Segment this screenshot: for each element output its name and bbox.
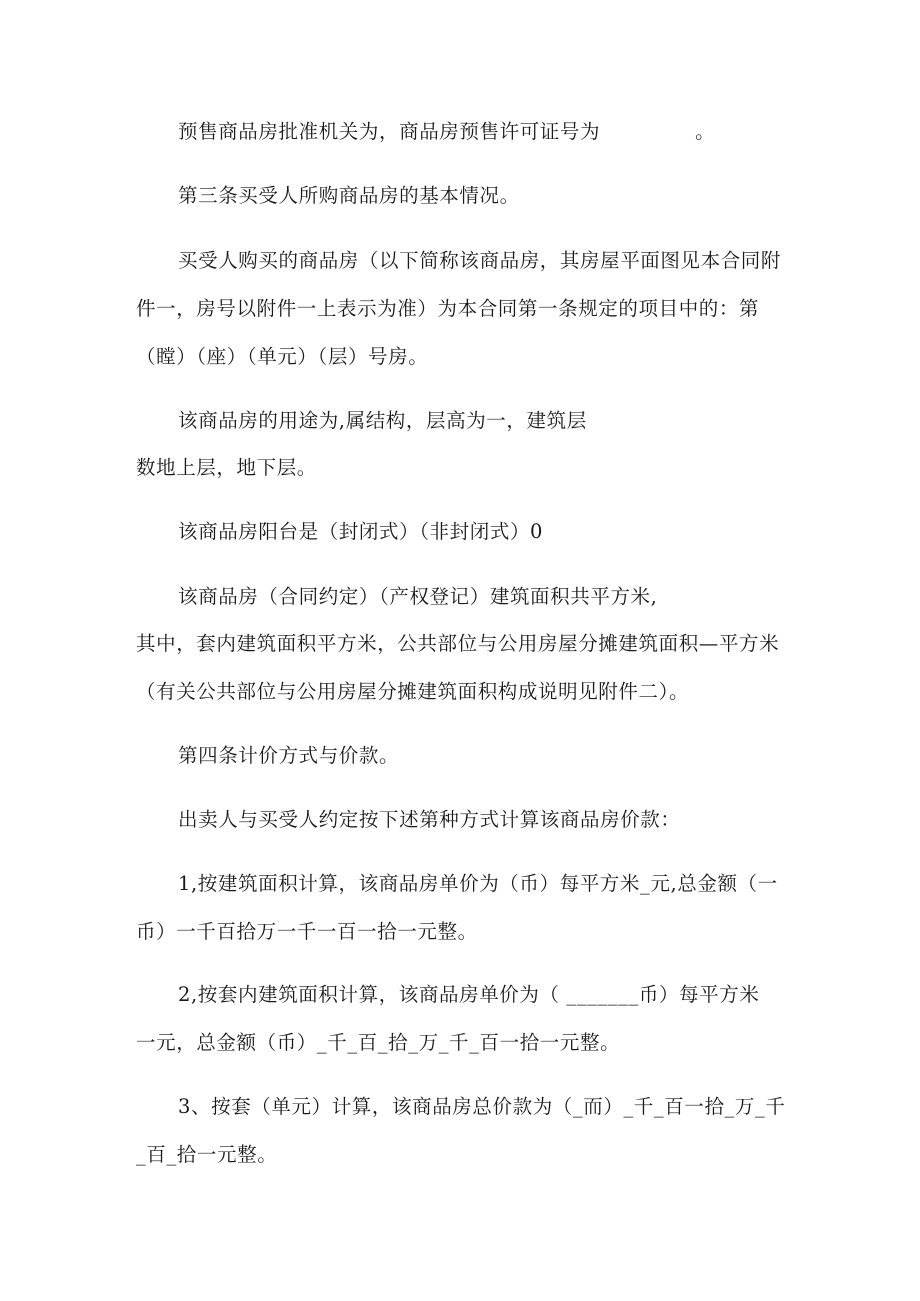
p4-line1: 该商品房的用途为,属结构，层高为一，建筑层 xyxy=(178,409,587,432)
p11-line2: _百_拾一元整。 xyxy=(136,1143,278,1166)
article-3-heading: 第三条买受人所购商品房的基本情况。 xyxy=(178,184,520,207)
article-4-heading: 第四条计价方式与价款。 xyxy=(178,744,400,767)
p1-line1 xyxy=(178,122,715,142)
p10-line1: 2,按套内建筑面积计算，该商品房单价为（ _______币）每平方米 xyxy=(178,983,760,1006)
p1-period: 。 xyxy=(695,120,716,143)
p3-line1: 买受人购买的商品房（以下简称该商品房，其房屋平面图见本合同附 xyxy=(178,249,782,272)
p1-text: 预售商品房批准机关为，商品房预售许可证号为 xyxy=(178,120,601,143)
p6-line3: （有关公共部位与公用房屋分摊建筑面积构成说明见附件二）。 xyxy=(136,680,690,703)
p3-line2: 件一，房号以附件一上表示为准）为本合同第一条规定的项目中的：第 xyxy=(136,297,760,320)
p8-line1: 出卖人与买受人约定按下述第种方式计算该商品房价款： xyxy=(178,808,681,831)
p6-line2: 其中，套内建筑面积平方米，公共部位与公用房屋分摊建筑面积—平方米 xyxy=(136,632,780,655)
p5-line1: 该商品房阳台是（封闭式）（非封闭式）0 xyxy=(178,520,544,543)
p3-line3: （瞠）（座）（单元）（层）号房。 xyxy=(136,345,429,368)
p6-line1: 该商品房（合同约定）（产权登记）建筑面积共平方米, xyxy=(178,585,658,608)
p9-line1: 1,按建筑面积计算，该商品房单价为（币）每平方米_元,总金额（一 xyxy=(178,872,778,895)
p4-line2: 数地上层，地下层。 xyxy=(136,456,317,479)
p10-line2: 一元，总金额（币）_千_百_拾_万_千_百一拾一元整。 xyxy=(136,1031,621,1054)
p9-line2: 币）一千百拾万一千一百一拾一元整。 xyxy=(136,920,478,943)
p11-line1: 3、按套（单元）计算，该商品房总价款为（_而）_千_百一拾_万_千 xyxy=(178,1095,786,1118)
